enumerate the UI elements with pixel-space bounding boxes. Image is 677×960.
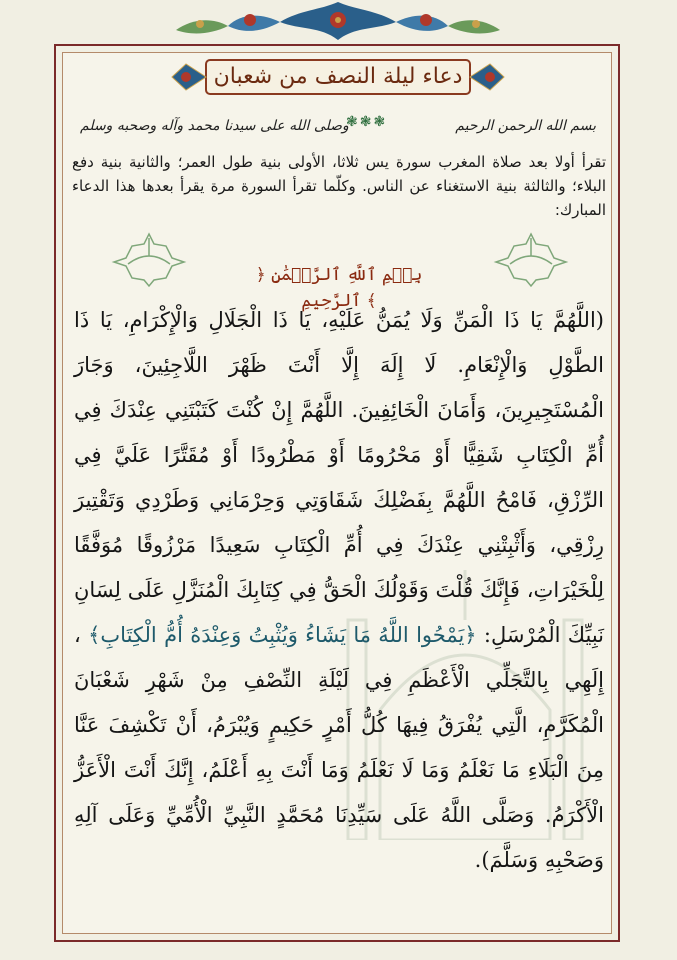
prayer-part-2: ، إِلَهِي بِالتَّجَلِّي الْأَعْظَمِ فِي لَيْلَةِ النِّصْفِ مِنْ شَهْرِ شَعْبَانَ الْمُكَرَّمِ، الَّتِي يُفْرَقُ فِيهَا كُلُّ أَمْرٍ حَكِيمٍ وَيُبْرَمُ، أَنْ تَكْشِفَ عَنَّا مِنَ الْبَلَاءِ مَا نَعْلَمُ وَمَا لَا نَعْلَمُ وَمَا أَنْتَ بِهِ أَعْلَمُ، إِنَّكَ أَنْتَ الْأَعَزُّ الْأَكْرَمُ. وَصَلَّى اللَّهُ عَلَى سَيِّدِنَا مُحَمَّدٍ النَّبِيِّ الْأُمِّيِّ وَعَلَى آلِهِ وَصَحْبِهِ وَسَلَّمَ). [74,623,604,872]
header-separator: ❃❃❃ [346,114,388,130]
basmala-banner: ﴿ بِسۡمِ ٱللَّهِ ٱلرَّحۡمَٰنِ ٱلرَّحِيمِ ﴾ [255,265,423,311]
page-title: دعاء ليلة النصف من شعبان [213,64,463,89]
header-salawat: وصلى الله على سيدنا محمد وآله وصحبه وسلم [80,118,349,134]
intro-instructions: تقرأ أولا بعد صلاة المغرب سورة يس ثلاثا، الأولى بنية طول العمر؛ والثانية بنية دفع البلاء؛ والثالثة بنية الاستغناء عن الناس. وكلّما تقرأ السورة مرة يقرأ بعدها هذا الدعاء المبارك: [72,153,606,219]
calligraphy-medallion-left [108,232,190,288]
calligraphy-medallion-right [490,232,572,288]
header-basmala: بسم الله الرحمن الرحيم [455,118,596,134]
prayer-part-1: (اللَّهُمَّ يَا ذَا الْمَنِّ وَلَا يُمَنُّ عَلَيْهِ، يَا ذَا الْجَلَالِ وَالْإِكْرَامِ، يَا ذَا الطَّوْلِ وَالْإِنْعَامِ. لَا إِلَهَ إِلَّا أَنْتَ ظَهْرَ اللَّاجِئِينَ، وَجَارَ الْمُسْتَجِيرِينَ، وَأَمَانَ الْخَائِفِينَ. اللَّهُمَّ إِنْ كُنْتَ كَتَبْتَنِي عِنْدَكَ فِي أُمِّ الْكِتَابِ شَقِيًّا أَوْ مَحْرُومًا أَوْ مَطْرُودًا أَوْ مُقَتَّرًا عَلَيَّ فِي الرِّزْقِ، فَامْحُ اللَّهُمَّ بِفَضْلِكَ شَقَاوَتِي وَحِرْمَانِي وَطَرْدِي وَتَقْتِيرَ رِزْقِي، وَأَثْبِتْنِي عِنْدَكَ فِي أُمِّ الْكِتَابِ سَعِيدًا مَرْزُوقًا مُوَفَّقًا لِلْخَيْرَاتِ، فَإِنَّكَ قُلْتَ وَقَوْلُكَ الْحَقُّ فِي كِتَابِكَ الْمُنَزَّلِ عَلَى لِسَانِ نَبِيِّكَ الْمُرْسَلِ: [74,308,604,647]
quran-verse: ﴿يَمْحُوا اللَّهُ مَا يَشَاءُ وَيُثْبِتُ وَعِنْدَهُ أُمُّ الْكِتَابِ﴾ [88,623,477,647]
top-floral-ornament [0,0,677,46]
header-row [76,112,602,142]
prayer-text [74,298,604,908]
